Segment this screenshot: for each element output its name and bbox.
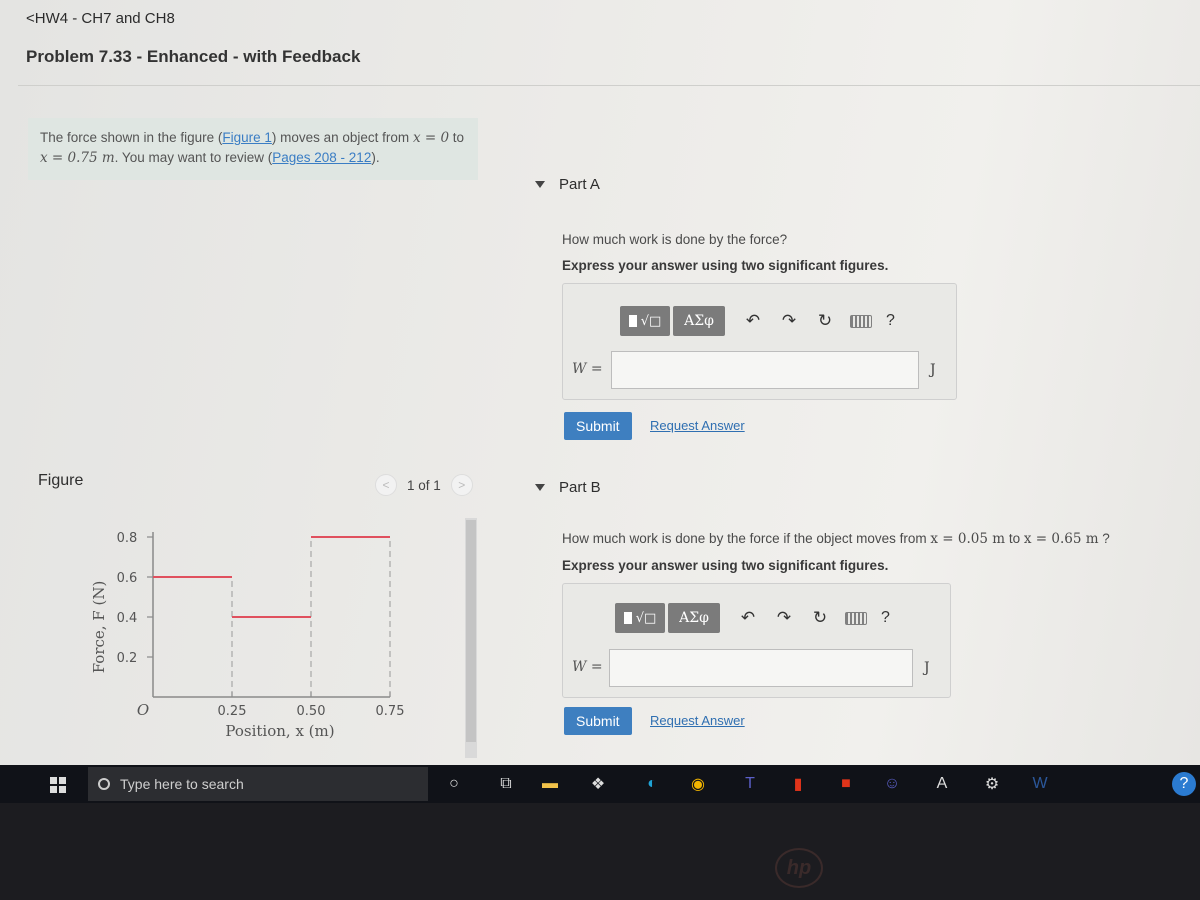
assignment-back-link[interactable]: <HW4 - CH7 and CH8 (26, 10, 175, 27)
undo-icon[interactable]: ↶ (745, 311, 761, 330)
collapse-caret-icon[interactable] (535, 181, 545, 188)
origin-label: O (136, 701, 150, 719)
help-button[interactable]: ? (886, 312, 895, 329)
part-b-unit: J (924, 660, 930, 676)
taskbar-search-box[interactable] (88, 767, 428, 801)
chart-series (153, 537, 390, 617)
windows-taskbar (0, 765, 1200, 803)
dropbox-icon[interactable]: ❖ (590, 776, 606, 793)
part-a-header[interactable] (535, 176, 600, 193)
part-b-math-toolbar (615, 603, 890, 633)
help-button[interactable]: ? (881, 609, 890, 626)
y-tick-label: 0.2 (116, 651, 138, 666)
windows-start-icon[interactable] (50, 777, 66, 793)
x-tick-label: 0.25 (217, 704, 247, 719)
figure-page-indicator: 1 of 1 (407, 477, 441, 493)
templates-button[interactable]: √□ (615, 603, 665, 633)
chevron-right-icon[interactable]: > (451, 474, 473, 496)
task-view-icon[interactable]: ⧉ (500, 775, 512, 792)
steam-icon[interactable]: ⚙ (984, 776, 1000, 793)
chrome-icon[interactable]: ◉ (691, 776, 705, 793)
problem-title: Problem 7.33 - Enhanced - with Feedback (26, 47, 361, 66)
y-axis-title: Force, F (N) (90, 580, 108, 674)
part-b-label: Part B (559, 479, 601, 496)
pages-link[interactable]: Pages 208 - 212 (272, 150, 372, 165)
part-a-instruction: Express your answer using two significant figures. (562, 258, 889, 273)
edge-icon[interactable]: ◐ (647, 775, 657, 792)
x-tick-label: 0.50 (296, 704, 326, 719)
figure-heading: Figure (38, 472, 84, 489)
figure-scrollbar[interactable] (465, 518, 477, 758)
redo-icon[interactable]: ↷ (781, 311, 797, 330)
part-b-submit-button[interactable]: Submit (564, 707, 632, 735)
office-icon[interactable]: ▮ (793, 776, 803, 793)
discord-icon[interactable]: ☺ (883, 775, 901, 792)
redo-icon[interactable]: ↷ (776, 608, 792, 627)
y-tick-label: 0.8 (116, 531, 138, 546)
part-a-submit-button[interactable]: Submit (564, 412, 632, 440)
part-a-variable-label: W = (572, 361, 603, 377)
search-placeholder: Type here to search (120, 776, 244, 792)
reset-icon[interactable]: ↻ (812, 608, 828, 627)
problem-statement: The force shown in the figure (Figure 1) moves an object from x = 0 to x = 0.75 m. You may want to review (Pages 208 - 212). (28, 118, 478, 180)
undo-icon[interactable]: ↶ (740, 608, 756, 627)
scrollbar-thumb[interactable] (466, 520, 476, 742)
part-b-question: How much work is done by the force if the object moves from x = 0.05 m to x = 0.65 m ? (562, 531, 1110, 547)
search-icon (98, 778, 110, 790)
file-explorer-icon[interactable]: ▬ (542, 775, 558, 792)
part-b-instruction: Express your answer using two significant figures. (562, 558, 889, 573)
part-b-answer-input[interactable] (609, 649, 913, 687)
part-a-unit: J (930, 362, 936, 378)
chart-labels (90, 531, 404, 740)
templates-button[interactable]: √□ (620, 306, 670, 336)
x-axis-title: Position, x (m) (225, 722, 335, 740)
acrobat-icon[interactable]: A (936, 775, 948, 792)
help-circle-icon[interactable]: ? (1172, 772, 1196, 796)
chart-axes (147, 532, 390, 697)
x-tick-label: 0.75 (375, 704, 405, 719)
figure-link[interactable]: Figure 1 (222, 130, 272, 145)
video-camera-icon[interactable]: ■ (841, 775, 851, 792)
y-tick-label: 0.6 (116, 571, 138, 586)
part-b-request-answer-link[interactable]: Request Answer (650, 713, 745, 728)
y-tick-label: 0.4 (116, 611, 138, 626)
chevron-left-icon[interactable]: < (375, 474, 397, 496)
symbols-button[interactable]: ΑΣφ (668, 603, 720, 633)
collapse-caret-icon[interactable] (535, 484, 545, 491)
part-b-header[interactable] (535, 479, 601, 496)
teams-icon[interactable]: T (745, 775, 755, 792)
part-a-math-toolbar (620, 306, 895, 336)
header-divider (18, 85, 1200, 86)
part-a-label: Part A (559, 176, 600, 193)
part-a-request-answer-link[interactable]: Request Answer (650, 418, 745, 433)
symbols-button[interactable]: ΑΣφ (673, 306, 725, 336)
keyboard-icon[interactable] (845, 612, 867, 625)
hp-logo: hp (775, 848, 823, 888)
reset-icon[interactable]: ↻ (817, 311, 833, 330)
part-a-question: How much work is done by the force? (562, 232, 788, 247)
word-icon[interactable]: W (1032, 775, 1048, 792)
force-position-chart (80, 512, 460, 747)
part-b-variable-label: W = (572, 659, 603, 675)
keyboard-icon[interactable] (850, 315, 872, 328)
cortana-icon[interactable]: ○ (449, 775, 459, 792)
figure-pager (375, 474, 473, 496)
part-a-answer-input[interactable] (611, 351, 919, 389)
